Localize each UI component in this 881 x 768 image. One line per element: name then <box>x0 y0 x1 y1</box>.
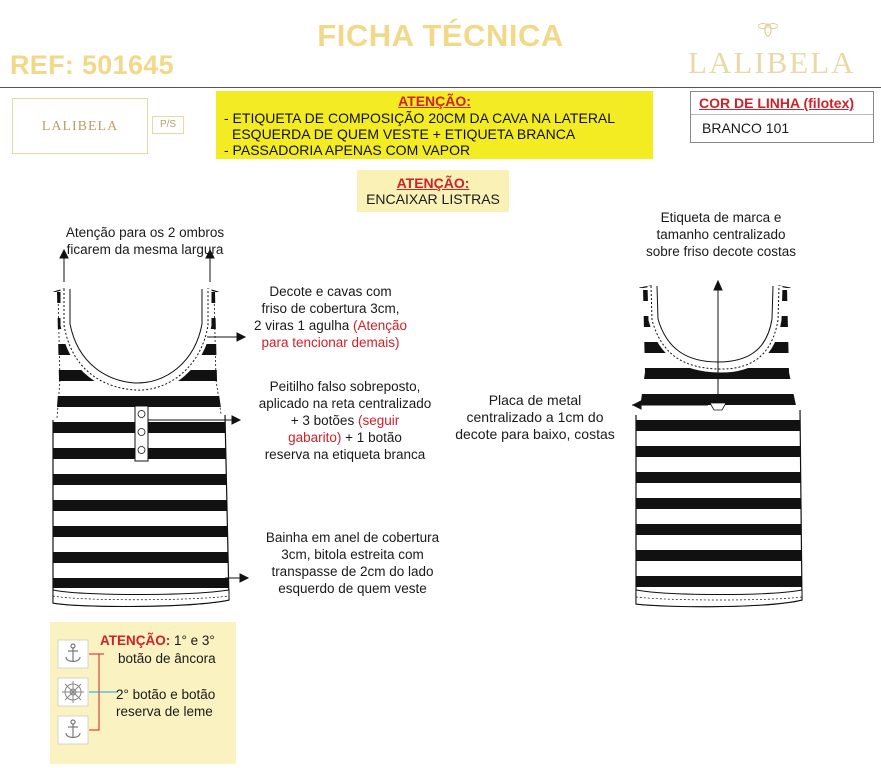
note-warning: (Atenção <box>353 318 408 333</box>
legend-helm-line: 2° botão e botão <box>116 687 216 702</box>
note-line: Bainha em anel de cobertura <box>265 530 440 545</box>
legend-buttons <box>58 640 118 744</box>
note-hem <box>250 529 455 597</box>
note-line: tamanho centralizado <box>656 227 786 242</box>
note-line: aplicado na reta centralizado <box>258 396 432 411</box>
helm-icon <box>62 681 84 703</box>
note-brand-label <box>626 209 816 260</box>
note-line: 3cm, bitola estreita com <box>281 547 424 562</box>
note-line: ficarem da mesma largura <box>66 242 224 257</box>
page-title: FICHA TÉCNICA <box>317 18 564 53</box>
note-line: Decote e cavas com <box>269 284 392 299</box>
note-line: Placa de metal <box>488 392 582 408</box>
front-view <box>40 280 240 620</box>
note-line: transpasse de 2cm do lado <box>271 564 434 579</box>
note-warning: gabarito) <box>288 430 342 445</box>
note-line: Etiqueta de marca e <box>660 210 782 225</box>
note-metal-plate <box>436 392 634 443</box>
reference-code: REF: 501645 <box>10 50 174 80</box>
note-line: reserva na etiqueta branca <box>264 447 426 462</box>
note-shoulders <box>40 224 250 258</box>
thread-heading: COR DE LINHA (filotex) <box>699 95 855 111</box>
note-warning: para tencionar demais) <box>261 335 400 350</box>
note-line: sobre friso decote costas <box>645 244 797 259</box>
note-line: esquerdo de quem veste <box>278 581 427 596</box>
brand-name: LALIBELA <box>688 45 856 80</box>
legend-text: 1° e 3° <box>170 633 215 648</box>
attention-line: ESQUERDA DE QUEM VESTE + ETIQUETA BRANCA <box>232 126 576 142</box>
note-line: 2 viras 1 agulha <box>253 318 353 333</box>
attention-heading: ATENÇÃO: <box>398 93 471 109</box>
note-neckline <box>238 283 423 351</box>
legend-heading: ATENÇÃO: <box>100 633 171 648</box>
attention-line: - PASSADORIA APENAS COM VAPOR <box>224 142 471 158</box>
note-line: Atenção para os 2 ombros <box>65 225 225 240</box>
thread-value: BRANCO 101 <box>702 120 790 136</box>
note-line: decote para baixo, costas <box>455 426 615 442</box>
legend-helm-line: reserva de leme <box>116 704 213 719</box>
note-line: centralizado a 1cm do <box>466 409 604 425</box>
note-warning: (seguir <box>357 413 400 428</box>
note-line: Peitilho falso sobreposto, <box>269 379 421 394</box>
attention-line: - ETIQUETA DE COMPOSIÇÃO 20CM DA CAVA NA LATERAL <box>224 110 616 126</box>
size-label-sample: P/S <box>152 116 184 134</box>
back-view <box>625 280 815 620</box>
note-line: + 1 botão <box>341 430 402 445</box>
legend-anchor-line: botão de âncora <box>118 651 216 666</box>
label-brand-text: LALIBELA <box>41 119 119 134</box>
stripes-text: ENCAIXAR LISTRAS <box>366 191 500 207</box>
note-line: friso de cobertura 3cm, <box>261 301 400 316</box>
stripes-heading: ATENÇÃO: <box>396 175 470 191</box>
legend-anchor-text <box>100 632 240 649</box>
note-placket <box>240 378 450 463</box>
note-line: + 3 botões <box>290 413 358 428</box>
